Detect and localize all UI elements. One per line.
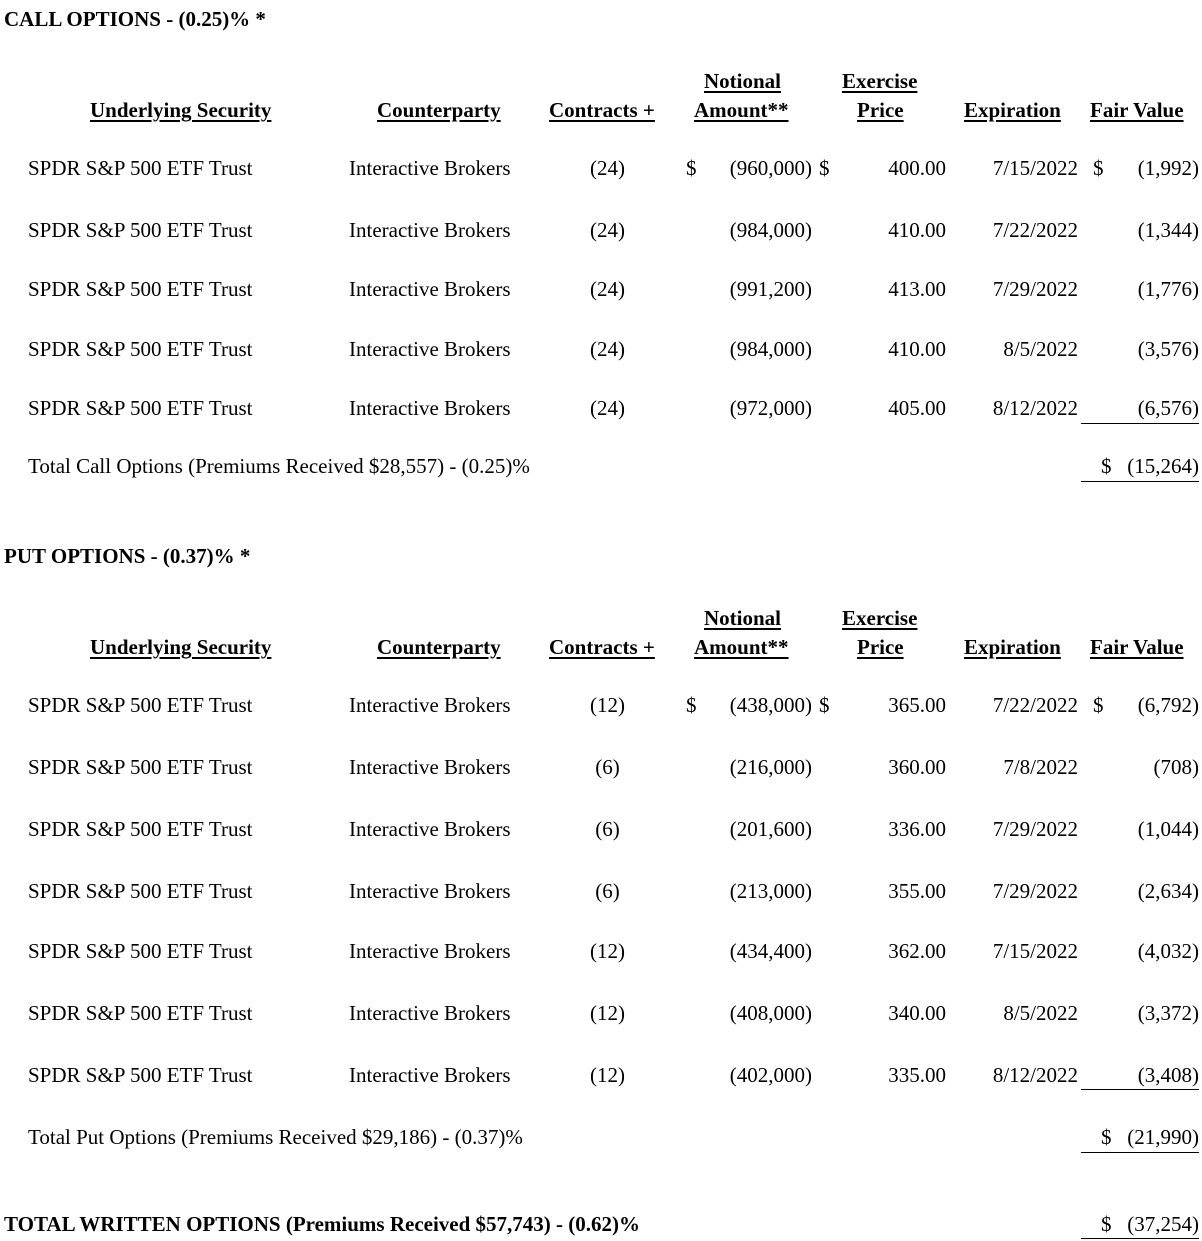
cell-notional: (434,400) bbox=[729, 939, 812, 963]
cell-security: SPDR S&P 500 ETF Trust bbox=[28, 396, 253, 420]
cell-expiration: 7/8/2022 bbox=[1003, 755, 1078, 779]
cell-security: SPDR S&P 500 ETF Trust bbox=[28, 218, 253, 242]
cell-expiration: 7/22/2022 bbox=[992, 693, 1078, 717]
cell-exercise-price: 365.00 bbox=[888, 693, 946, 717]
cell-contracts: (24) bbox=[590, 156, 625, 180]
cell-exercise-price: 362.00 bbox=[888, 939, 946, 963]
cell-counterparty: Interactive Brokers bbox=[349, 337, 511, 361]
header-expiration: Expiration bbox=[964, 635, 1061, 659]
cell-counterparty: Interactive Brokers bbox=[349, 1063, 511, 1087]
header-counterparty: Counterparty bbox=[377, 635, 501, 659]
header-exercise-bottom: Price bbox=[857, 635, 904, 659]
call-total-label: Total Call Options (Premiums Received $28,557) - (0.25)% bbox=[28, 454, 530, 478]
cell-fair-value: (3,408) bbox=[1137, 1063, 1199, 1087]
cell-fair-value: (1,044) bbox=[1137, 817, 1199, 841]
cell-fair-value: (1,776) bbox=[1137, 277, 1199, 301]
cell-notional: (402,000) bbox=[729, 1063, 812, 1087]
header-fair-value: Fair Value bbox=[1090, 98, 1184, 122]
cell-counterparty: Interactive Brokers bbox=[349, 156, 511, 180]
header-expiration: Expiration bbox=[964, 98, 1061, 122]
header-exercise-top: Exercise bbox=[842, 606, 918, 630]
cell-expiration: 7/15/2022 bbox=[992, 939, 1078, 963]
cell-fair-value: (1,992) bbox=[1137, 156, 1199, 180]
cell-expiration: 7/22/2022 bbox=[992, 218, 1078, 242]
cell-fair-value: (2,634) bbox=[1137, 879, 1199, 903]
cell-security: SPDR S&P 500 ETF Trust bbox=[28, 156, 253, 180]
cell-counterparty: Interactive Brokers bbox=[349, 939, 511, 963]
cell-notional: (201,600) bbox=[729, 817, 812, 841]
cell-exercise-price: 400.00 bbox=[888, 156, 946, 180]
cell-dollar-sign: $ bbox=[1093, 693, 1104, 717]
total-rule bbox=[1081, 481, 1199, 482]
header-exercise-top: Exercise bbox=[842, 69, 918, 93]
cell-expiration: 7/29/2022 bbox=[992, 817, 1078, 841]
cell-counterparty: Interactive Brokers bbox=[349, 693, 511, 717]
header-underlying-security: Underlying Security bbox=[90, 98, 272, 122]
cell-dollar-sign: $ bbox=[686, 693, 697, 717]
cell-exercise-price: 336.00 bbox=[888, 817, 946, 841]
cell-fair-value: (3,576) bbox=[1137, 337, 1199, 361]
cell-fair-value: (6,792) bbox=[1137, 693, 1199, 717]
cell-dollar-sign: $ bbox=[819, 693, 830, 717]
cell-notional: (984,000) bbox=[729, 337, 812, 361]
cell-notional: (213,000) bbox=[729, 879, 812, 903]
cell-exercise-price: 355.00 bbox=[888, 879, 946, 903]
cell-contracts: (24) bbox=[590, 218, 625, 242]
cell-notional: (216,000) bbox=[729, 755, 812, 779]
call-total-value: $ (15,264) bbox=[1101, 454, 1199, 478]
cell-notional: (438,000) bbox=[729, 693, 812, 717]
cell-fair-value: (3,372) bbox=[1137, 1001, 1199, 1025]
cell-exercise-price: 410.00 bbox=[888, 337, 946, 361]
call-options-title: CALL OPTIONS - (0.25)% * bbox=[4, 7, 266, 31]
header-notional-bottom: Amount** bbox=[694, 635, 789, 659]
cell-expiration: 7/29/2022 bbox=[992, 277, 1078, 301]
cell-contracts: (12) bbox=[590, 939, 625, 963]
cell-notional: (972,000) bbox=[729, 396, 812, 420]
grand-total-value: $ (37,254) bbox=[1101, 1212, 1199, 1236]
cell-exercise-price: 410.00 bbox=[888, 218, 946, 242]
header-underlying-security: Underlying Security bbox=[90, 635, 272, 659]
cell-contracts: (6) bbox=[595, 879, 620, 903]
cell-counterparty: Interactive Brokers bbox=[349, 879, 511, 903]
cell-fair-value: (4,032) bbox=[1137, 939, 1199, 963]
cell-expiration: 8/12/2022 bbox=[992, 1063, 1078, 1087]
cell-fair-value: (6,576) bbox=[1137, 396, 1199, 420]
header-contracts: Contracts + bbox=[549, 98, 655, 122]
put-options-title: PUT OPTIONS - (0.37)% * bbox=[4, 544, 251, 568]
put-total-value: $ (21,990) bbox=[1101, 1125, 1199, 1149]
cell-security: SPDR S&P 500 ETF Trust bbox=[28, 693, 253, 717]
header-counterparty: Counterparty bbox=[377, 98, 501, 122]
cell-expiration: 8/12/2022 bbox=[992, 396, 1078, 420]
cell-exercise-price: 335.00 bbox=[888, 1063, 946, 1087]
cell-notional: (960,000) bbox=[729, 156, 812, 180]
grand-total-rule bbox=[1081, 1238, 1199, 1239]
cell-security: SPDR S&P 500 ETF Trust bbox=[28, 939, 253, 963]
cell-exercise-price: 405.00 bbox=[888, 396, 946, 420]
put-total-label: Total Put Options (Premiums Received $29,186) - (0.37)% bbox=[28, 1125, 523, 1149]
cell-exercise-price: 340.00 bbox=[888, 1001, 946, 1025]
cell-security: SPDR S&P 500 ETF Trust bbox=[28, 1001, 253, 1025]
cell-contracts: (24) bbox=[590, 396, 625, 420]
cell-security: SPDR S&P 500 ETF Trust bbox=[28, 277, 253, 301]
cell-dollar-sign: $ bbox=[819, 156, 830, 180]
header-exercise-bottom: Price bbox=[857, 98, 904, 122]
cell-counterparty: Interactive Brokers bbox=[349, 755, 511, 779]
cell-counterparty: Interactive Brokers bbox=[349, 1001, 511, 1025]
cell-contracts: (12) bbox=[590, 1063, 625, 1087]
cell-contracts: (24) bbox=[590, 277, 625, 301]
cell-contracts: (6) bbox=[595, 817, 620, 841]
grand-total-label: TOTAL WRITTEN OPTIONS (Premiums Received $57,743) - (0.62)% bbox=[4, 1212, 641, 1236]
cell-exercise-price: 360.00 bbox=[888, 755, 946, 779]
cell-notional: (991,200) bbox=[729, 277, 812, 301]
cell-security: SPDR S&P 500 ETF Trust bbox=[28, 817, 253, 841]
cell-notional: (408,000) bbox=[729, 1001, 812, 1025]
cell-expiration: 8/5/2022 bbox=[1003, 337, 1078, 361]
cell-dollar-sign: $ bbox=[1093, 156, 1104, 180]
subtotal-rule bbox=[1081, 423, 1199, 424]
cell-security: SPDR S&P 500 ETF Trust bbox=[28, 1063, 253, 1087]
header-contracts: Contracts + bbox=[549, 635, 655, 659]
cell-notional: (984,000) bbox=[729, 218, 812, 242]
total-rule bbox=[1081, 1152, 1199, 1153]
header-notional-top: Notional bbox=[704, 606, 782, 630]
cell-contracts: (12) bbox=[590, 1001, 625, 1025]
cell-expiration: 8/5/2022 bbox=[1003, 1001, 1078, 1025]
cell-contracts: (12) bbox=[590, 693, 625, 717]
cell-counterparty: Interactive Brokers bbox=[349, 218, 511, 242]
cell-dollar-sign: $ bbox=[686, 156, 697, 180]
header-fair-value: Fair Value bbox=[1090, 635, 1184, 659]
cell-fair-value: (708) bbox=[1153, 755, 1199, 779]
cell-counterparty: Interactive Brokers bbox=[349, 396, 511, 420]
cell-counterparty: Interactive Brokers bbox=[349, 817, 511, 841]
cell-exercise-price: 413.00 bbox=[888, 277, 946, 301]
cell-expiration: 7/15/2022 bbox=[992, 156, 1078, 180]
cell-counterparty: Interactive Brokers bbox=[349, 277, 511, 301]
subtotal-rule bbox=[1081, 1089, 1199, 1090]
cell-expiration: 7/29/2022 bbox=[992, 879, 1078, 903]
header-notional-top: Notional bbox=[704, 69, 782, 93]
cell-security: SPDR S&P 500 ETF Trust bbox=[28, 879, 253, 903]
cell-fair-value: (1,344) bbox=[1137, 218, 1199, 242]
cell-security: SPDR S&P 500 ETF Trust bbox=[28, 755, 253, 779]
header-notional-bottom: Amount** bbox=[694, 98, 789, 122]
cell-contracts: (6) bbox=[595, 755, 620, 779]
cell-security: SPDR S&P 500 ETF Trust bbox=[28, 337, 253, 361]
cell-contracts: (24) bbox=[590, 337, 625, 361]
